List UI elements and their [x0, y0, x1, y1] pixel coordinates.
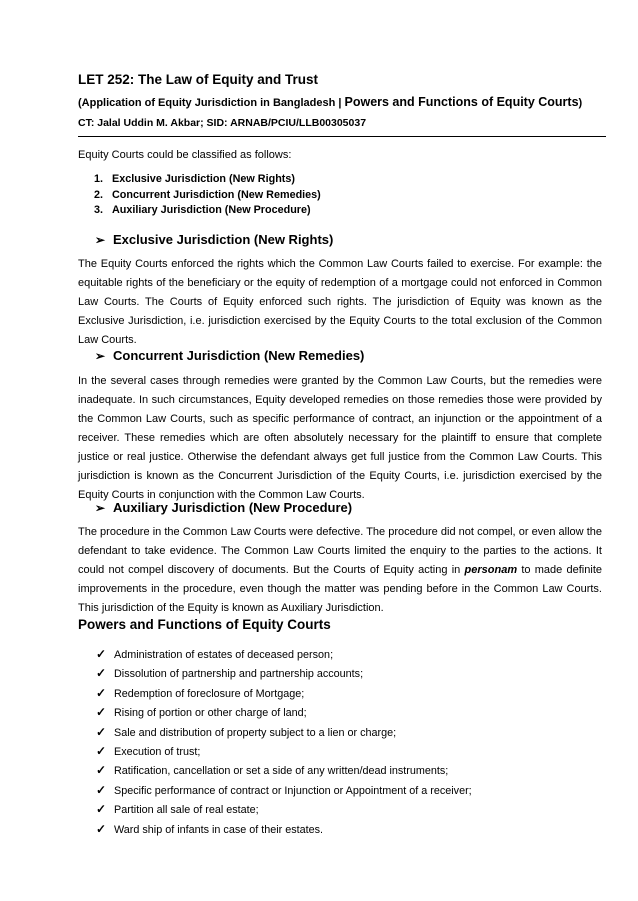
checkmark-icon: ✓: [96, 666, 107, 681]
list-item: [96, 820, 472, 839]
list-text: Dissolution of partnership and partnership accounts;: [114, 668, 364, 681]
list-item: [96, 703, 472, 722]
section-heading-text: Auxiliary Jurisdiction (New Procedure): [113, 500, 353, 515]
subtitle-close: ): [578, 97, 583, 109]
arrow-bullet-icon: ➢: [95, 233, 106, 247]
section-heading-exclusive: [95, 232, 333, 247]
paragraph-text: to made definite improvements in the procedure, even though the matter was pending before in the Common Law Courts. This jurisdiction of the Equity is known as Auxiliary Jurisdiction.: [78, 564, 602, 614]
section-heading-concurrent: [95, 348, 364, 363]
section-heading-text: Concurrent Jurisdiction (New Remedies): [113, 348, 365, 363]
list-item: [96, 800, 472, 819]
list-item: [96, 684, 472, 703]
paragraph-exclusive: The Equity Courts enforced the rights which the Common Law Courts failed to exercise. For example: the equitable rights of the beneficiary or the equity of redemption of a mortgage could not enforced in Common Law Courts. The Courts of Equity enforced such rights. The jurisdiction of Equity was known as the Exclusive Jurisdiction, i.e. jurisdiction exercised by the Equity Courts to the total exclusion of the Common Law Courts.: [78, 258, 602, 346]
list-text: Auxiliary Jurisdiction (New Procedure): [112, 204, 311, 216]
arrow-bullet-icon: ➢: [95, 501, 106, 515]
list-text: Administration of estates of deceased person;: [114, 649, 334, 661]
list-item: [94, 172, 321, 188]
paragraph-auxiliary: [78, 523, 602, 618]
list-item: [96, 645, 472, 664]
arrow-bullet-icon: ➢: [95, 349, 106, 363]
subtitle-left: (Application of Equity Jurisdiction in Bangladesh: [78, 97, 336, 109]
author-line: CT: Jalal Uddin M. Akbar; SID: ARNAB/PCIU/LLB00305037: [78, 117, 367, 129]
list-item: [96, 723, 472, 742]
checkmark-icon: ✓: [96, 782, 107, 797]
list-item: [96, 664, 472, 683]
section-heading-auxiliary: [95, 500, 352, 515]
list-item: [96, 761, 472, 780]
list-text: Redemption of foreclosure of Mortgage;: [114, 687, 305, 700]
list-item: [96, 781, 472, 800]
checkmark-icon: ✓: [96, 685, 107, 700]
list-text: Ward ship of infants in case of their estates.: [114, 823, 324, 836]
list-text: Specific performance of contract or Injunction or Appointment of a receiver;: [114, 784, 472, 797]
document-title: LET 252: The Law of Equity and Trust: [78, 72, 319, 87]
intro-text: Equity Courts could be classified as follows:: [78, 149, 292, 161]
list-item: [96, 742, 472, 761]
list-item: [94, 188, 321, 204]
checkmark-icon: ✓: [96, 821, 107, 836]
list-text: Rising of portion or other charge of land;: [114, 707, 307, 720]
list-text: Concurrent Jurisdiction (New Remedies): [112, 188, 321, 201]
powers-heading: Powers and Functions of Equity Courts: [78, 617, 331, 632]
checkmark-icon: ✓: [96, 705, 107, 720]
checkmark-icon: ✓: [96, 763, 107, 778]
list-item: [94, 203, 321, 219]
header-divider: [78, 136, 606, 137]
checkmark-icon: ✓: [96, 802, 107, 817]
section-heading-text: Exclusive Jurisdiction (New Rights): [113, 232, 334, 247]
checkmark-icon: ✓: [96, 743, 107, 758]
powers-list: [96, 645, 472, 839]
list-text: Exclusive Jurisdiction (New Rights): [112, 173, 295, 185]
emphasis-term: personam: [464, 564, 518, 576]
list-number: 2.: [94, 188, 104, 201]
list-number: 1.: [94, 173, 104, 185]
subtitle-separator: |: [335, 97, 345, 109]
paragraph-concurrent: In the several cases through remedies were granted by the Common Law Courts, but the remedies were inadequate. In such circumstances, Equity developed remedies on those remedies those were provided by the Common Law Courts, such as specific performance of contract, an injunction or the appointment of a receiver. These remedies which are often absolutely necessary for the plaintiff to ensure that complete justice or real justice. Otherwise the defendant always get full justice from the Common Law Courts. This jurisdiction is known as the Concurrent Jurisdiction of the Equity Courts, i.e. jurisdiction exercised by the Equity Courts in conjunction with the Common Law Courts.: [78, 375, 602, 501]
list-number: 3.: [94, 204, 104, 216]
list-text: Ratification, cancellation or set a side of any written/dead instruments;: [114, 765, 449, 778]
checkmark-icon: ✓: [96, 724, 107, 739]
checkmark-icon: ✓: [96, 647, 107, 661]
subtitle-right: Powers and Functions of Equity Courts: [344, 95, 579, 109]
list-text: Sale and distribution of property subject to a lien or charge;: [114, 726, 397, 739]
document-subtitle: [78, 95, 582, 109]
list-text: Partition all sale of real estate;: [114, 804, 259, 817]
list-text: Execution of trust;: [114, 745, 201, 758]
classification-list: [94, 172, 321, 219]
paragraph-text: The procedure in the Common Law Courts were defective. The procedure did not compel, or even allow the defendant to take evidence. The Common Law Courts limited the enquiry to the parties to the actions. It could not compel discovery of documents. But the Courts of Equity acting in: [78, 526, 602, 576]
